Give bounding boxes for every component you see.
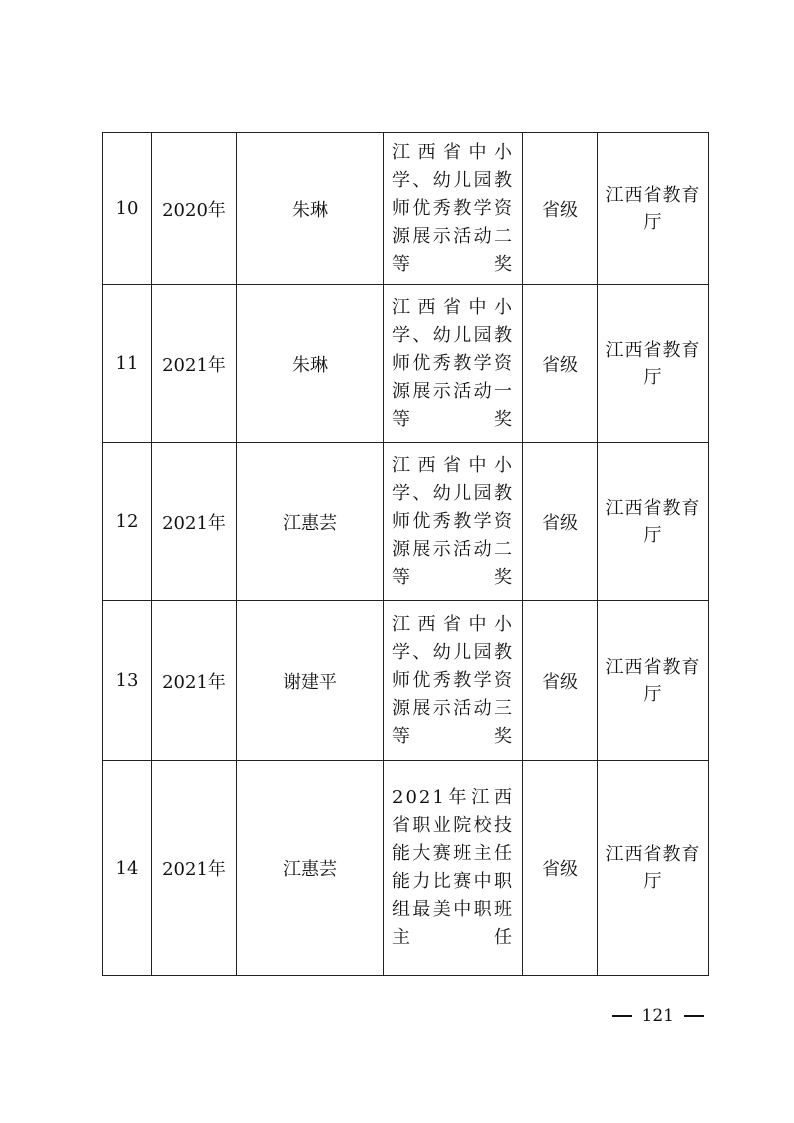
issuer-name: 江西省教育厅 [605,339,701,388]
row-number: 13 [103,601,152,761]
award-level: 省级 [523,443,598,601]
table-row [103,761,709,976]
teacher-name: 朱琳 [237,133,384,285]
award-cell [384,285,523,443]
issuer-cell [598,443,709,601]
issuer-name: 江西省教育厅 [605,497,701,546]
table-row [103,601,709,761]
row-number: 14 [103,761,152,976]
teacher-name: 谢建平 [237,601,384,761]
page-footer [590,1006,704,1026]
award-year: 2021年 [152,285,237,443]
issuer-cell [598,285,709,443]
teacher-name: 江惠芸 [237,443,384,601]
issuer-cell [598,601,709,761]
award-level: 省级 [523,761,598,976]
award-title: 2021年江西省职业院校技能大赛班主任能力比赛中职组最美中职班主任 [392,787,514,948]
award-year: 2021年 [152,761,237,976]
award-year: 2021年 [152,601,237,761]
issuer-cell [598,761,709,976]
award-title: 江西省中小学、幼儿园教师优秀教学资源展示活动一等奖 [392,296,514,430]
row-number: 11 [103,285,152,443]
award-level: 省级 [523,133,598,285]
page-number: 121 [641,1006,674,1026]
award-cell [384,601,523,761]
award-cell [384,133,523,285]
dash-right [684,1015,704,1017]
issuer-name: 江西省教育厅 [605,844,701,892]
dash-left [612,1015,632,1017]
award-year: 2021年 [152,443,237,601]
issuer-cell [598,133,709,285]
award-cell [384,761,523,976]
row-number: 10 [103,133,152,285]
award-level: 省级 [523,285,598,443]
awards-table [102,132,709,976]
table-row [103,443,709,601]
award-title: 江西省中小学、幼儿园教师优秀教学资源展示活动二等奖 [392,454,514,588]
teacher-name: 江惠芸 [237,761,384,976]
award-level: 省级 [523,601,598,761]
award-title: 江西省中小学、幼儿园教师优秀教学资源展示活动二等奖 [392,141,514,275]
row-number: 12 [103,443,152,601]
issuer-name: 江西省教育厅 [605,184,701,233]
award-year: 2020年 [152,133,237,285]
table-row [103,133,709,285]
award-title: 江西省中小学、幼儿园教师优秀教学资源展示活动三等奖 [392,613,514,747]
award-cell [384,443,523,601]
table-row [103,285,709,443]
issuer-name: 江西省教育厅 [605,656,701,705]
teacher-name: 朱琳 [237,285,384,443]
